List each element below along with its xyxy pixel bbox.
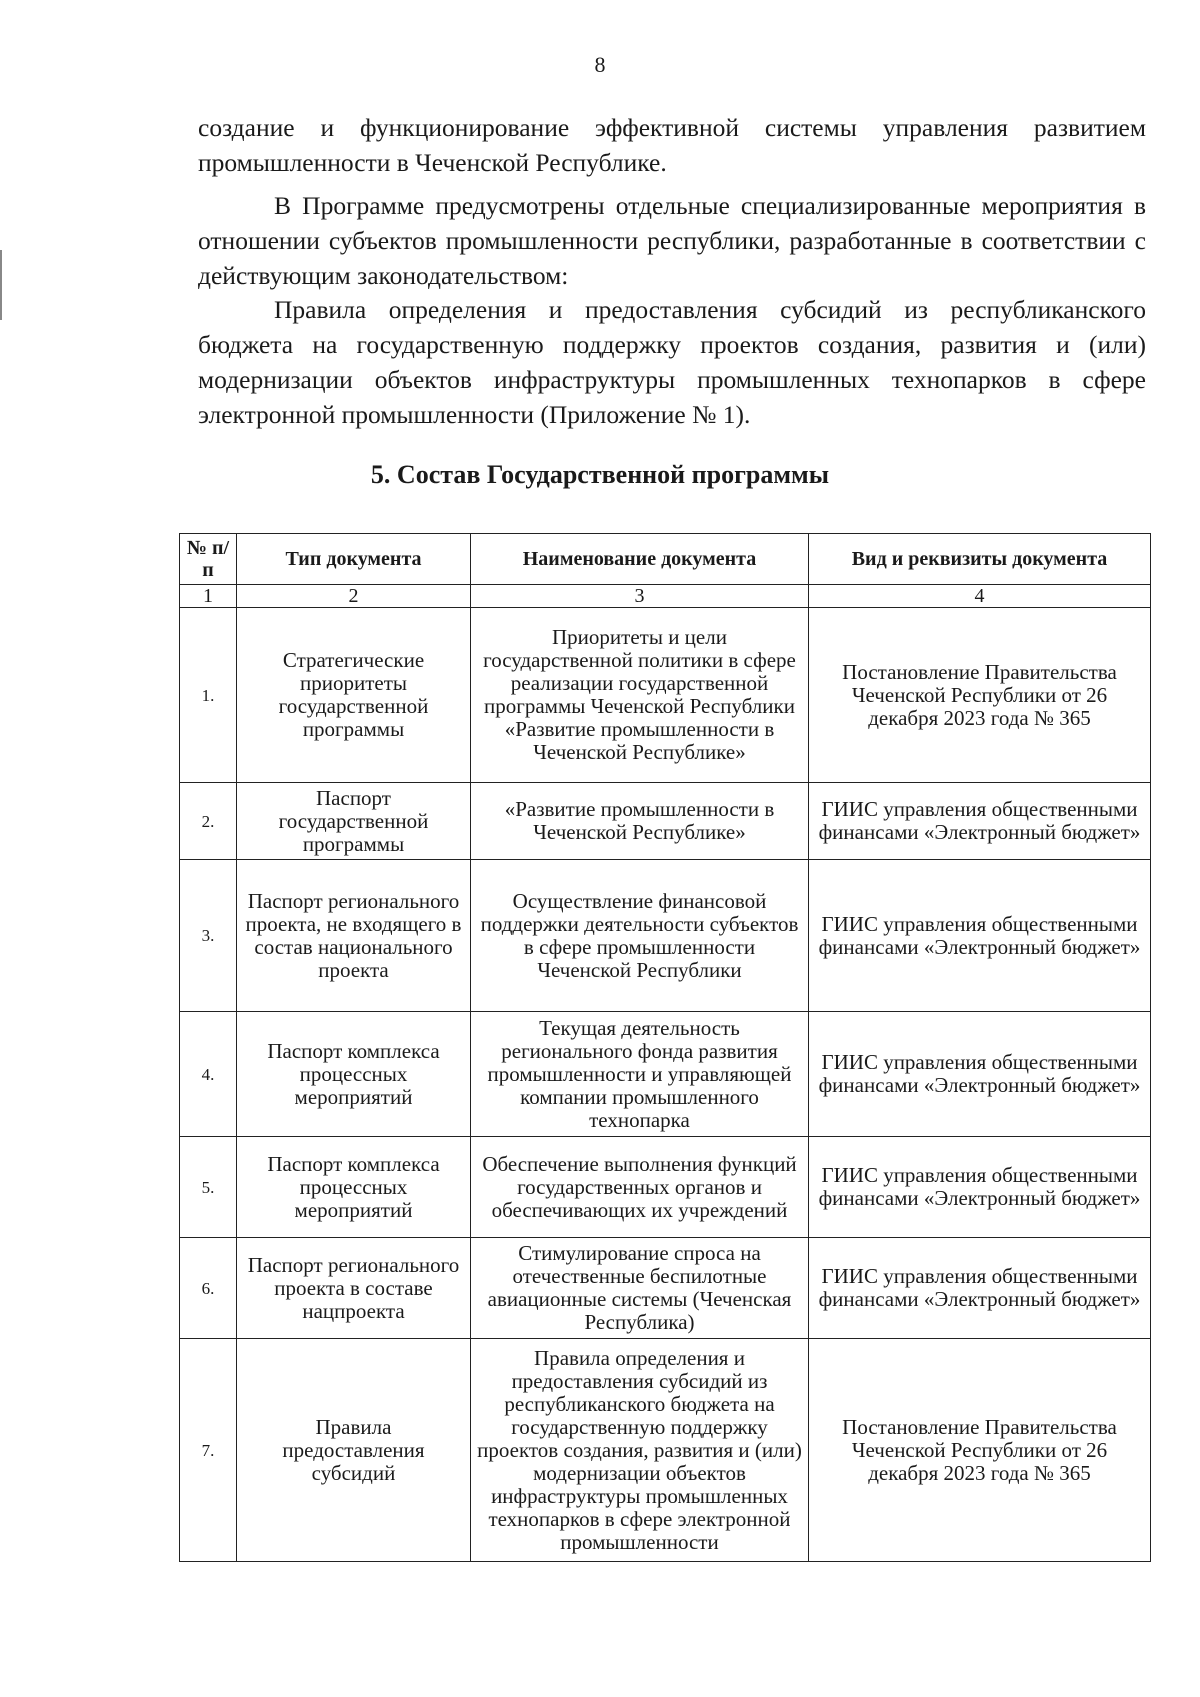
paragraph-intro-continuation <box>198 110 1146 180</box>
row-document-requisites: ГИИС управления общественными финансами «Электронный бюджет» <box>809 1012 1151 1137</box>
paragraph-special-measures <box>198 188 1146 293</box>
row-document-requisites: ГИИС управления общественными финансами «Электронный бюджет» <box>809 1238 1151 1339</box>
row-number: 2. <box>180 783 237 860</box>
row-document-requisites: ГИИС управления общественными финансами «Электронный бюджет» <box>809 860 1151 1012</box>
paragraph-text: создание и функционирование эффективной системы управления развитием промышленности в Чеченской Республике. <box>198 113 1146 177</box>
row-document-type: Правила предоставления субсидий <box>237 1339 471 1562</box>
program-composition-table <box>179 533 1151 1562</box>
row-number: 7. <box>180 1339 237 1562</box>
row-document-name: Обеспечение выполнения функций государственных органов и обеспечивающих их учреждений <box>471 1137 809 1238</box>
table-row <box>180 608 1151 783</box>
table-row <box>180 1339 1151 1562</box>
row-document-type: Паспорт регионального проекта в составе нацпроекта <box>237 1238 471 1339</box>
header-number: № п/п <box>180 534 237 585</box>
table-index-row <box>180 585 1151 608</box>
header-document-name: Наименование документа <box>471 534 809 585</box>
table-row <box>180 1137 1151 1238</box>
index-cell: 2 <box>237 585 471 608</box>
row-document-name: «Развитие промышленности в Чеченской Республике» <box>471 783 809 860</box>
index-cell: 4 <box>809 585 1151 608</box>
row-document-name: Приоритеты и цели государственной политики в сфере реализации государственной программы Чеченской Республики «Развитие промышленности в Чеченской Республике» <box>471 608 809 783</box>
row-document-name: Осуществление финансовой поддержки деятельности субъектов в сфере промышленности Чеченской Республики <box>471 860 809 1012</box>
row-document-requisites: Постановление Правительства Чеченской Республики от 26 декабря 2023 года № 365 <box>809 1339 1151 1562</box>
table-row <box>180 783 1151 860</box>
row-document-name: Стимулирование спроса на отечественные беспилотные авиационные системы (Чеченская Республика) <box>471 1238 809 1339</box>
row-number: 5. <box>180 1137 237 1238</box>
paragraph-text: В Программе предусмотрены отдельные специализированные мероприятия в отношении субъектов промышленности республики, разработанные в соответствии с действующим законодательством: <box>198 191 1146 290</box>
row-document-requisites: ГИИС управления общественными финансами «Электронный бюджет» <box>809 783 1151 860</box>
row-document-requisites: Постановление Правительства Чеченской Республики от 26 декабря 2023 года № 365 <box>809 608 1151 783</box>
row-number: 6. <box>180 1238 237 1339</box>
header-document-type: Тип документа <box>237 534 471 585</box>
section-title: 5. Состав Государственной программы <box>370 460 830 489</box>
index-cell: 3 <box>471 585 809 608</box>
header-document-requisites: Вид и реквизиты документа <box>809 534 1151 585</box>
row-document-type: Стратегические приоритеты государственной программы <box>237 608 471 783</box>
row-document-name: Текущая деятельность регионального фонда развития промышленности и управляющей компании промышленного технопарка <box>471 1012 809 1137</box>
row-number: 3. <box>180 860 237 1012</box>
table-row <box>180 1238 1151 1339</box>
row-number: 4. <box>180 1012 237 1137</box>
row-document-requisites: ГИИС управления общественными финансами «Электронный бюджет» <box>809 1137 1151 1238</box>
paragraph-text: Правила определения и предоставления субсидий из республиканского бюджета на государственную поддержку проектов создания, развития и (или) модернизации объектов инфраструктуры промышленных технопарков в сфере электронной промышленности (Приложение № 1). <box>198 295 1146 429</box>
page-number: 8 <box>594 52 606 77</box>
scan-margin-mark <box>0 250 2 320</box>
row-document-type: Паспорт комплекса процессных мероприятий <box>237 1012 471 1137</box>
row-document-name: Правила определения и предоставления субсидий из республиканского бюджета на государственную поддержку проектов создания, развития и (или) модернизации объектов инфраструктуры промышленных технопарков в сфере электронной промышленности <box>471 1339 809 1562</box>
table-row <box>180 860 1151 1012</box>
row-number: 1. <box>180 608 237 783</box>
row-document-type: Паспорт регионального проекта, не входящего в состав национального проекта <box>237 860 471 1012</box>
table-header-row <box>180 534 1151 585</box>
paragraph-subsidy-rules <box>198 292 1146 432</box>
row-document-type: Паспорт государственной программы <box>237 783 471 860</box>
row-document-type: Паспорт комплекса процессных мероприятий <box>237 1137 471 1238</box>
index-cell: 1 <box>180 585 237 608</box>
table-row <box>180 1012 1151 1137</box>
